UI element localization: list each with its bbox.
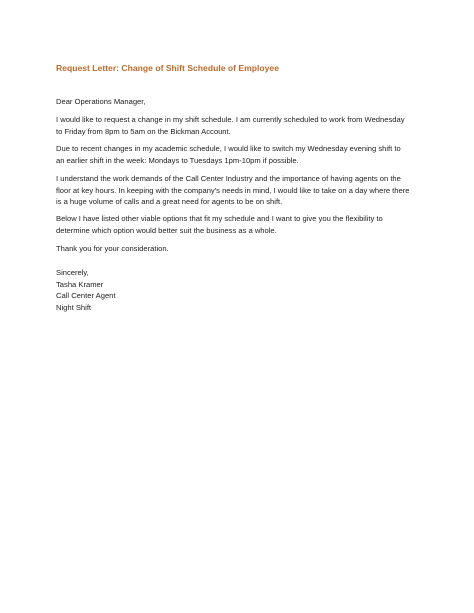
paragraph-reason [56,143,426,166]
signer-shift: Night Shift [56,302,92,312]
paragraph-understanding [56,173,426,208]
paragraph-line: I understand the work demands of the Call Center Industry and the importance of having agents on the [56,174,401,183]
paragraph-line: Below I have listed other viable options that fit my schedule and I want to give you the flexibility to [56,214,383,223]
paragraph-line: determine which option would better suit the business as a whole. [56,225,277,235]
valediction: Sincerely, [56,268,89,277]
signer-name: Tasha Kramer [56,279,104,289]
paragraph-line: is a huge volume of calls and a great need for agents to be on shift. [56,197,283,206]
letter-title: Request Letter: Change of Shift Schedule of Employee [56,63,279,73]
paragraph-line: Thank you for your consideration. [56,244,169,253]
paragraph-line: I would like to request a change in my shift schedule. I am currently scheduled to work from Wednesday [56,115,405,124]
signature-block [56,267,426,313]
paragraph-line: to Friday from 8pm to 5am on the Bickman Account. [56,126,231,136]
salutation: Dear Operations Manager, [56,97,146,106]
paragraph-options [56,213,426,236]
paragraph-thanks [56,243,426,255]
paragraph-line: Due to recent changes in my academic schedule, I would like to switch my Wednesday evening shift to [56,144,401,153]
paragraph-request [56,114,426,137]
paragraph-line: floor at key hours. In keeping with the company's needs in mind, I would like to take on a day where there [56,185,410,195]
paragraph-line: an earlier shift in the week: Mondays to Tuesdays 1pm-10pm if possible. [56,155,299,165]
signer-position: Call Center Agent [56,291,116,300]
